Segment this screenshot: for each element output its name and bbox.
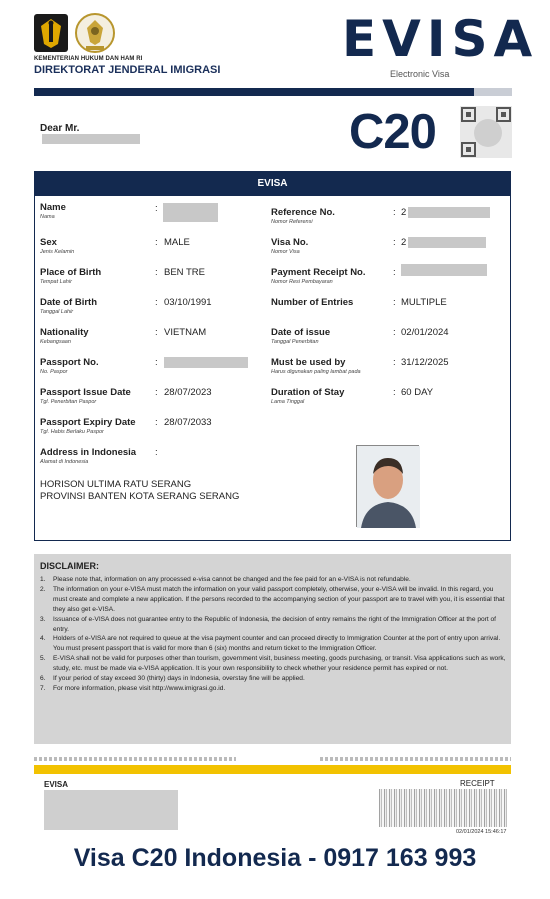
field-label: Place of Birth [40,267,102,278]
field-value: BEN TRE [164,267,206,278]
redacted-visa-no [408,237,486,248]
field-label: Duration of Stay [271,387,345,398]
field-colon: : [155,357,158,368]
field-label: Payment Receipt No. [271,267,366,278]
field-label: Address in Indonesia [40,447,137,458]
field-colon: : [155,267,158,278]
salutation: Dear Mr. [40,123,80,134]
header-divider-accent [474,88,512,96]
field-sublabel: Jenis Kelamin [40,249,75,255]
field-label: Nationality [40,327,89,338]
field-sublabel: Tanggal Lahir [40,309,74,315]
field-sublabel: Lama Tinggal [271,399,305,405]
field-colon: : [155,297,158,308]
field-sublabel: Nomor Visa [271,249,300,255]
field-value: 03/10/1991 [164,297,212,308]
receipt-barcode [379,789,507,827]
address-line-1: HORISON ULTIMA RATU SERANG [40,479,192,490]
evisa-brand-logo [338,10,539,68]
qr-code [460,106,512,158]
field-label: Date of Birth [40,297,97,308]
field-sublabel: Alamat di Indonesia [40,459,89,465]
receipt-timestamp: 02/01/2024 15:46:17 [456,829,507,835]
field-colon: : [393,267,396,278]
field-colon: : [393,237,396,248]
disclaimer-item: 1. Please note that, information on any processed e-visa cannot be changed and the fee paid for an e-VISA is not refundable. [40,576,411,583]
disclaimer-item: 6. If your period of stay exceed 30 (thirty) days in Indonesia, overstay fine will be applied. [40,675,305,683]
field-label: Sex [40,237,57,248]
field-sublabel: Nomor Resi Pembayaran [271,279,333,285]
footer-stripe-left [34,757,236,761]
panel-title: EVISA [35,172,510,196]
redacted-reference-no [408,207,490,218]
disclaimer-item: 4. Holders of e-VISA are not required to queue at the visa payment counter and can proceed directly to Immigration Counter at the port of entry upon arrival. You must present passport that is valid for more than 6 (six) months and return ticket to the Immigration Officer. [40,635,501,653]
redacted-passport-no [164,357,248,368]
field-value: VIETNAM [164,327,207,338]
redacted-holder-name [42,134,140,144]
field-colon: : [393,297,396,308]
disclaimer-item: 2. The information on your e-VISA must match the information on your valid passport completely, otherwise, your e-VISA will be invalid. In this regard, you must create and complete a new application. If the persons recorded to the accompanying section of your passport are to travel with you, it is essential that they also get e-VISA. [40,585,505,613]
field-sublabel: No. Paspor [40,369,68,375]
field-label: Passport Expiry Date [40,417,136,428]
disclaimer-item: 7. For more information, please visit http://www.imigrasi.go.id. [40,684,226,692]
field-value: MALE [164,237,190,248]
field-value: MULTIPLE [401,297,447,308]
field-sublabel: Nama [40,214,55,220]
field-sublabel: Tgl. Penerbitan Paspor [40,399,97,405]
disclaimer-title: DISCLAIMER: [40,561,99,571]
evisa-brand-text: EVISA [342,10,539,68]
field-sublabel: Tempat Lahir [40,279,72,285]
field-label: Name [40,202,66,213]
redacted-name [163,203,218,222]
directorate-name: DIREKTORAT JENDERAL IMIGRASI [34,64,221,76]
address-block [40,479,239,503]
field-label: Passport No. [40,357,99,368]
footer-evisa-label: EVISA [44,780,69,789]
redacted-payment-receipt-no [401,264,487,276]
field-value: 28/07/2033 [164,417,212,428]
field-label: Date of issue [271,327,331,338]
field-sublabel: Nomor Referensi [271,219,313,225]
field-label: Visa No. [271,237,309,248]
field-sublabel: Tgl. Habis Berlaku Paspor [40,429,104,435]
promo-banner: Visa C20 Indonesia - 0917 163 993 [73,844,477,872]
redacted-evisa-barcode [44,790,178,830]
header-divider [34,88,511,96]
footer-receipt-label: RECEIPT [460,779,495,788]
field-colon: : [155,203,158,214]
disclaimer-item: 5. E-VISA shall not be valid for purposes other than tourism, government visit, business meeting, goods purchasing, or transit. Visa applications such as work, study, etc. must be made via e-VISA application. It is your own responsibility to check whether your residence permit has expired or not. [40,655,506,673]
footer-yellow-bar [34,765,511,774]
field-value: 2 [401,237,407,248]
field-label: Reference No. [271,207,335,218]
field-sublabel: Kebangsaan [40,339,71,345]
field-colon: : [393,327,396,338]
visa-code: C20 [349,105,436,159]
holder-photo [356,445,419,527]
field-value: 60 DAY [401,387,434,398]
field-colon: : [393,357,396,368]
field-label: Number of Entries [271,297,354,308]
field-colon: : [393,387,396,398]
field-colon: : [155,327,158,338]
disclaimer-list [40,575,506,694]
field-sublabel: Harus digunakan paling lambat pada [271,369,361,375]
field-label: Passport Issue Date [40,387,131,398]
disclaimer-item: 3. Issuance of e-VISA does not guarantee entry to the Republic of Indonesia, the decision of entry remains the right of the Immigration Officer at the port of entry. [40,615,497,633]
evisa-brand-subtitle: Electronic Visa [390,69,450,79]
field-sublabel: Tanggal Penerbitan [271,339,319,345]
footer-stripe-right [320,757,511,761]
field-colon: : [393,207,396,218]
field-value: 28/07/2023 [164,387,212,398]
field-value: 2 [401,207,407,218]
field-colon: : [155,237,158,248]
immigration-emblem-logo [34,14,68,52]
address-line-2: PROVINSI BANTEN KOTA SERANG SERANG [40,491,240,502]
field-label: Must be used by [271,357,346,368]
ministry-name: KEMENTERIAN HUKUM DAN HAM RI [34,56,143,62]
field-colon: : [155,447,158,458]
field-value: 31/12/2025 [401,357,449,368]
ministry-seal-logo [74,12,116,54]
field-colon: : [155,387,158,398]
field-value: 02/01/2024 [401,327,449,338]
field-colon: : [155,417,158,428]
